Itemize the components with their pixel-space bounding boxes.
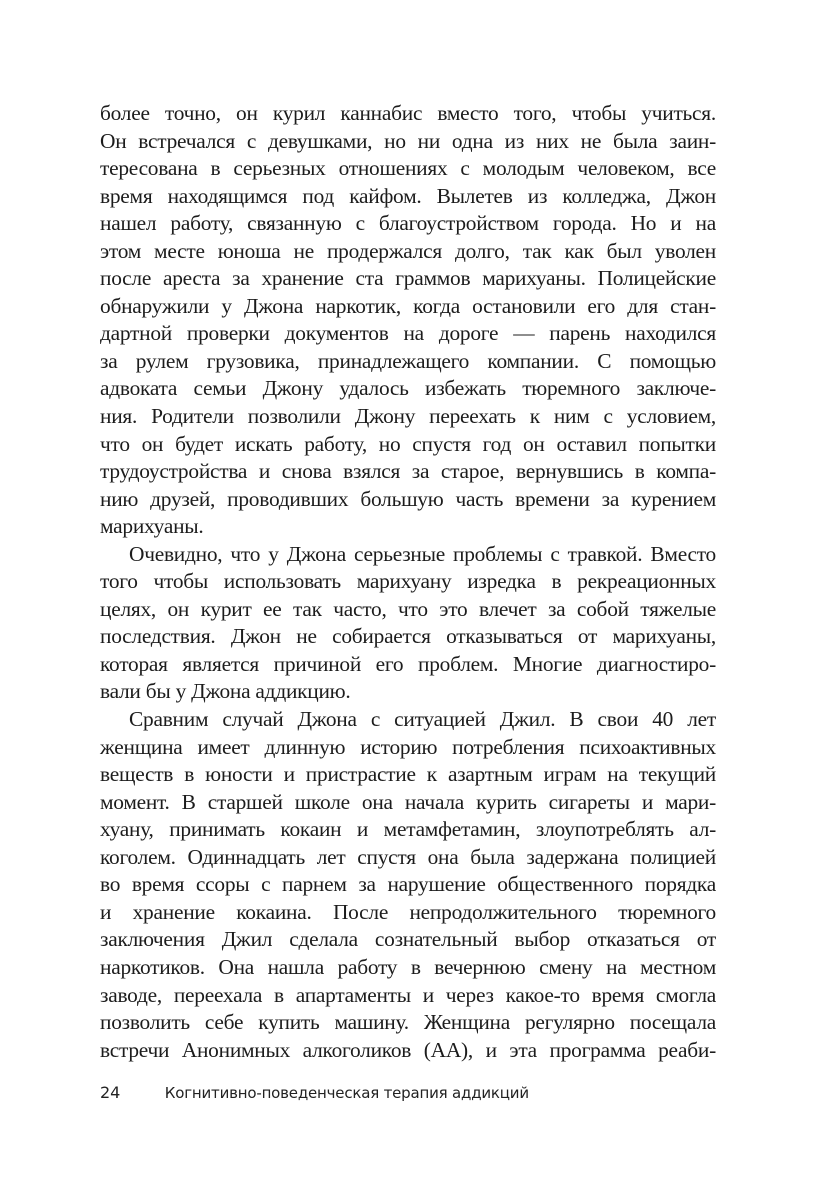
text-line: женщина имеет длинную историю потребления психоактивных	[100, 734, 716, 759]
text-line: вали бы у Джона аддикцию.	[100, 679, 351, 704]
text-line: целях, он курит ее так часто, что это влечет за собой тяжелые	[100, 596, 716, 621]
paragraph	[100, 706, 716, 1064]
text-line: за рулем грузовика, принадлежащего компании. С помощью	[100, 348, 716, 373]
text-line: встречи Анонимных алкоголиков (АА), и эта программа реаби-	[100, 1037, 716, 1062]
text-line: во время ссоры с парнем за нарушение общественного порядка	[100, 872, 716, 897]
text-line: Сравним случай Джона с ситуацией Джил. В свои 40 лет	[129, 707, 716, 732]
text-line: заводе, переехала в апартаменты и через какое-то время смогла	[100, 982, 716, 1007]
running-title: Когнитивно-поведенческая терапия аддикций	[164, 1084, 529, 1102]
text-line: нашел работу, связанную с благоустройством города. Но и на	[100, 211, 716, 236]
text-line: хуану, принимать кокаин и метамфетамин, злоупотреблять ал-	[100, 817, 716, 842]
text-line: этом месте юноша не продержался долго, так как был уволен	[100, 238, 716, 263]
text-line: после ареста за хранение ста граммов марихуаны. Полицейские	[100, 266, 716, 291]
text-line: веществ в юности и пристрастие к азартным играм на текущий	[100, 762, 716, 787]
body-text	[100, 100, 716, 1064]
text-line: и хранение кокаина. После непродолжительного тюремного	[100, 899, 716, 924]
page-footer	[100, 1083, 529, 1102]
text-line: трудоустройства и снова взялся за старое, вернувшись в компа-	[100, 459, 716, 484]
text-line: тересована в серьезных отношениях с молодым человеком, все	[100, 156, 716, 181]
text-line: позволить себе купить машину. Женщина регулярно посещала	[100, 1010, 716, 1035]
text-line: дартной проверки документов на дороге — парень находился	[100, 321, 716, 346]
paragraph	[100, 100, 716, 541]
paragraph	[100, 541, 716, 706]
text-line: Он встречался с девушками, но ни одна из них не была заин-	[100, 128, 716, 153]
text-line: коголем. Одиннадцать лет спустя она была задержана полицией	[100, 844, 716, 869]
text-line: что он будет искать работу, но спустя год он оставил попытки	[100, 431, 716, 456]
text-line: последствия. Джон не собирается отказываться от марихуаны,	[100, 624, 716, 649]
text-line: марихуаны.	[100, 514, 204, 539]
text-line: Очевидно, что у Джона серьезные проблемы с травкой. Вместо	[129, 541, 716, 566]
text-line: нию друзей, проводивших большую часть времени за курением	[100, 486, 716, 511]
text-line: ния. Родители позволили Джону переехать к ним с условием,	[100, 404, 716, 429]
text-line: того чтобы использовать марихуану изредка в рекреационных	[100, 569, 716, 594]
page-number: 24	[100, 1083, 121, 1102]
text-line: обнаружили у Джона наркотик, когда остановили его для стан-	[100, 293, 716, 318]
text-line: которая является причиной его проблем. Многие диагностиро-	[100, 651, 716, 676]
text-line: заключения Джил сделала сознательный выбор отказаться от	[100, 927, 716, 952]
text-line: более точно, он курил каннабис вместо того, чтобы учиться.	[100, 101, 716, 125]
text-line: наркотиков. Она нашла работу в вечернюю смену на местном	[100, 954, 716, 979]
text-line: время находящимся под кайфом. Вылетев из колледжа, Джон	[100, 183, 716, 208]
text-line: момент. В старшей школе она начала курить сигареты и мари-	[100, 789, 716, 814]
text-line: адвоката семьи Джону удалось избежать тюремного заключе-	[100, 376, 716, 401]
